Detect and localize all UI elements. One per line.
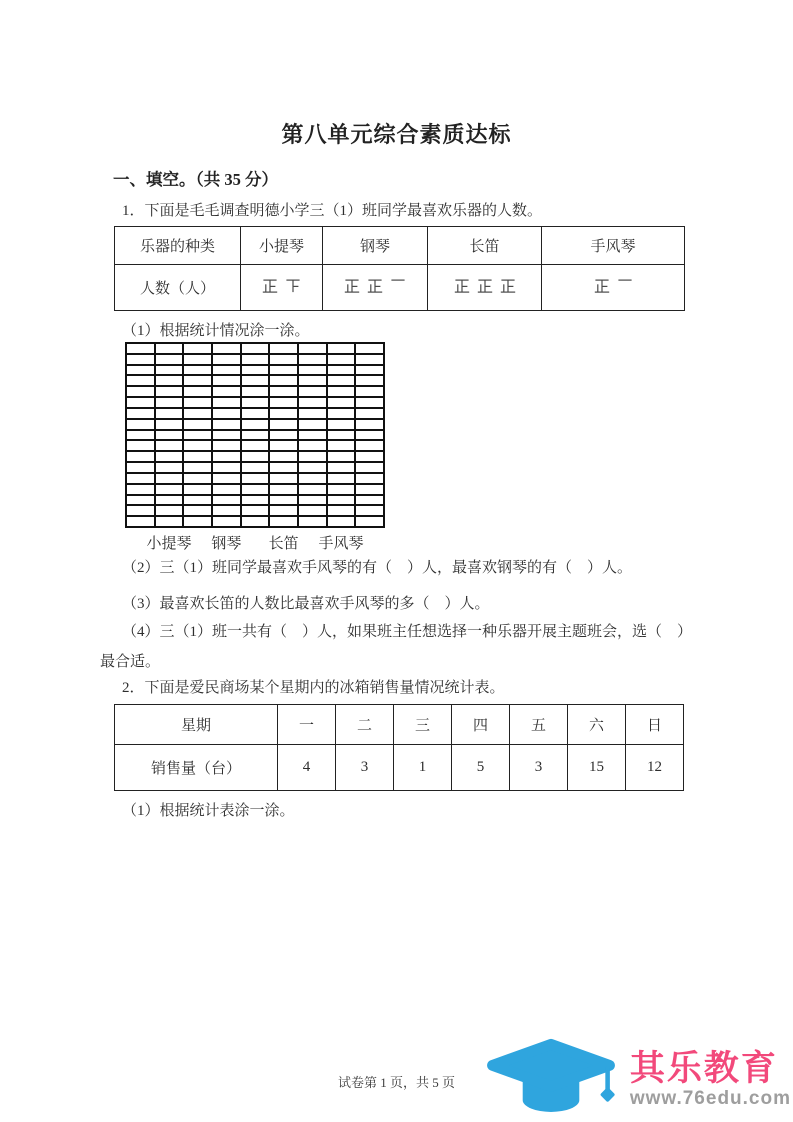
grid-cell bbox=[242, 506, 269, 515]
grid-cell bbox=[242, 463, 269, 472]
tally-marks bbox=[453, 276, 517, 295]
grid-cell bbox=[242, 474, 269, 483]
grid-cell bbox=[299, 441, 326, 450]
q1-sub4: （4）三（1）班一共有（ ）人，如果班主任想选择一种乐器开展主题班会，选（ ）最合适。 bbox=[100, 624, 693, 670]
q2-col-header: 一 bbox=[278, 705, 336, 745]
table-row bbox=[115, 227, 685, 265]
grid-cell bbox=[270, 496, 297, 505]
grid-cell bbox=[213, 387, 240, 396]
tally-glyph bbox=[343, 276, 361, 295]
q2-col-header: 六 bbox=[568, 705, 626, 745]
grid-cell bbox=[356, 398, 383, 407]
grid-cell bbox=[127, 506, 154, 515]
coloring-grid bbox=[125, 342, 385, 528]
grid-label: 长笛 bbox=[268, 536, 299, 552]
grid-cell bbox=[270, 441, 297, 450]
grid-cell bbox=[270, 366, 297, 375]
q2-value-cell: 5 bbox=[452, 745, 510, 791]
grid-cell bbox=[184, 355, 211, 364]
table-row bbox=[115, 705, 684, 745]
grid-cell bbox=[242, 517, 269, 526]
grid-cell bbox=[156, 355, 183, 364]
grid-cell bbox=[356, 463, 383, 472]
tally-cell bbox=[428, 265, 542, 311]
grid-cell bbox=[328, 387, 355, 396]
grid-cell bbox=[242, 452, 269, 461]
grid-cell bbox=[328, 366, 355, 375]
section-heading: 一、填空。（共 35 分） bbox=[113, 170, 278, 189]
grid-cell bbox=[328, 376, 355, 385]
grid-cell bbox=[184, 409, 211, 418]
q2-value-cell: 3 bbox=[510, 745, 568, 791]
grid-cell bbox=[156, 474, 183, 483]
page-footer: 试卷第 1 页，共 5 页 bbox=[337, 1075, 455, 1090]
q2-col-header: 日 bbox=[626, 705, 684, 745]
q2-value-cell: 1 bbox=[394, 745, 452, 791]
grid-cell bbox=[156, 485, 183, 494]
grid-cell bbox=[127, 398, 154, 407]
q1-sub2: （2）三（1）班同学最喜欢手风琴的有（ ）人，最喜欢钢琴的有（ ）人。 bbox=[122, 560, 633, 576]
grid-cell bbox=[299, 452, 326, 461]
grid-cell bbox=[213, 517, 240, 526]
grid-cell bbox=[356, 496, 383, 505]
grid-cell bbox=[270, 452, 297, 461]
grid-cell bbox=[328, 496, 355, 505]
grid-cell bbox=[299, 355, 326, 364]
grid-cell bbox=[184, 485, 211, 494]
grid-cell bbox=[213, 452, 240, 461]
grid-cell bbox=[270, 431, 297, 440]
grid-cell bbox=[242, 496, 269, 505]
grid-cell bbox=[156, 431, 183, 440]
grid-cell bbox=[184, 463, 211, 472]
q2-sub1: （1）根据统计表涂一涂。 bbox=[122, 803, 295, 819]
tally-glyph bbox=[616, 276, 634, 295]
grid-cell bbox=[328, 420, 355, 429]
q1-col-header: 钢琴 bbox=[323, 227, 428, 265]
grid-cell bbox=[156, 517, 183, 526]
grid-cell bbox=[156, 441, 183, 450]
grid-axis-labels bbox=[125, 530, 385, 554]
grid-cell bbox=[356, 355, 383, 364]
grid-cell bbox=[356, 431, 383, 440]
q2-intro: 2．下面是爱民商场某个星期内的冰箱销售量情况统计表。 bbox=[122, 680, 505, 696]
grid-cell bbox=[184, 344, 211, 353]
grid-cell bbox=[127, 420, 154, 429]
brand-name: 其乐教育 bbox=[629, 1048, 778, 1088]
tally-marks bbox=[261, 276, 302, 295]
q2-col-header: 星期 bbox=[115, 705, 278, 745]
q2-col-header: 二 bbox=[336, 705, 394, 745]
grid-cell bbox=[270, 344, 297, 353]
grid-cell bbox=[156, 452, 183, 461]
grid-cell bbox=[356, 506, 383, 515]
grid-cell bbox=[127, 474, 154, 483]
grid-cell bbox=[328, 506, 355, 515]
tally-cell bbox=[323, 265, 428, 311]
grid-cell bbox=[299, 485, 326, 494]
grid-cell bbox=[184, 398, 211, 407]
grid-cell bbox=[270, 376, 297, 385]
grid-cell bbox=[299, 431, 326, 440]
table-row bbox=[115, 265, 685, 311]
grid-cell bbox=[213, 496, 240, 505]
grid-cell bbox=[213, 485, 240, 494]
q1-col-header: 小提琴 bbox=[241, 227, 323, 265]
grid-cell bbox=[156, 409, 183, 418]
grid-cell bbox=[184, 441, 211, 450]
q1-sub1: （1）根据统计情况涂一涂。 bbox=[122, 323, 310, 339]
grid-label: 钢琴 bbox=[211, 536, 242, 552]
grid-cell bbox=[213, 506, 240, 515]
q1-row-label: 人数（人） bbox=[115, 265, 241, 311]
grid-cell bbox=[213, 474, 240, 483]
grid-cell bbox=[356, 441, 383, 450]
page-title: 第八单元综合素质达标 bbox=[281, 122, 512, 147]
q1-sub3: （3）最喜欢长笛的人数比最喜欢手风琴的多（ ）人。 bbox=[122, 596, 490, 612]
grid-cell bbox=[328, 441, 355, 450]
grid-cell bbox=[242, 420, 269, 429]
q2-col-header: 五 bbox=[510, 705, 568, 745]
grid-cell bbox=[270, 409, 297, 418]
grid-cell bbox=[270, 398, 297, 407]
q1-col-header: 乐器的种类 bbox=[115, 227, 241, 265]
grid-cell bbox=[127, 387, 154, 396]
grid-cell bbox=[242, 344, 269, 353]
grid-cell bbox=[127, 463, 154, 472]
tally-marks bbox=[593, 276, 634, 295]
graduation-cap-icon bbox=[476, 1038, 626, 1122]
grid-cell bbox=[299, 506, 326, 515]
grid-cell bbox=[213, 431, 240, 440]
tally-glyph bbox=[476, 276, 494, 295]
grid-cell bbox=[213, 398, 240, 407]
grid-cell bbox=[156, 420, 183, 429]
tally-glyph bbox=[261, 276, 279, 295]
tally-glyph bbox=[284, 276, 302, 295]
grid-cell bbox=[184, 431, 211, 440]
q2-col-header: 四 bbox=[452, 705, 510, 745]
grid-cell bbox=[156, 463, 183, 472]
grid-cell bbox=[127, 431, 154, 440]
grid-cell bbox=[242, 431, 269, 440]
grid-cell bbox=[156, 496, 183, 505]
grid-cell bbox=[242, 485, 269, 494]
grid-cell bbox=[127, 517, 154, 526]
grid-cell bbox=[356, 517, 383, 526]
grid-cell bbox=[270, 506, 297, 515]
grid-cell bbox=[127, 355, 154, 364]
grid-cell bbox=[270, 474, 297, 483]
grid-cell bbox=[213, 355, 240, 364]
grid-cell bbox=[184, 474, 211, 483]
brand-website: www.76edu.com bbox=[629, 1088, 791, 1110]
grid-cell bbox=[242, 409, 269, 418]
grid-cell bbox=[270, 517, 297, 526]
q1-intro: 1．下面是毛毛调查明德小学三（1）班同学最喜欢乐器的人数。 bbox=[122, 203, 543, 219]
grid-cell bbox=[328, 344, 355, 353]
grid-cell bbox=[242, 387, 269, 396]
grid-cell bbox=[156, 366, 183, 375]
grid-cell bbox=[127, 376, 154, 385]
tally-glyph bbox=[593, 276, 611, 295]
grid-cell bbox=[184, 506, 211, 515]
grid-cell bbox=[328, 474, 355, 483]
grid-cell bbox=[356, 366, 383, 375]
q2-value-cell: 15 bbox=[568, 745, 626, 791]
grid-cell bbox=[213, 463, 240, 472]
grid-cell bbox=[127, 366, 154, 375]
grid-cell bbox=[270, 387, 297, 396]
grid-cell bbox=[356, 376, 383, 385]
grid-cell bbox=[242, 441, 269, 450]
grid-cell bbox=[356, 420, 383, 429]
grid-cell bbox=[156, 387, 183, 396]
grid-cell bbox=[299, 409, 326, 418]
grid-cell bbox=[184, 420, 211, 429]
tally-cell bbox=[241, 265, 323, 311]
grid-cell bbox=[127, 496, 154, 505]
grid-cell bbox=[242, 376, 269, 385]
q1-col-header: 长笛 bbox=[428, 227, 542, 265]
grid-cell bbox=[213, 441, 240, 450]
tally-glyph bbox=[453, 276, 471, 295]
grid-cell bbox=[127, 485, 154, 494]
grid-cell bbox=[356, 452, 383, 461]
grid-cell bbox=[156, 506, 183, 515]
tally-glyph bbox=[499, 276, 517, 295]
tally-glyph bbox=[389, 276, 407, 295]
grid-cell bbox=[328, 431, 355, 440]
grid-cell bbox=[299, 344, 326, 353]
q2-value-cell: 3 bbox=[336, 745, 394, 791]
grid-cell bbox=[328, 517, 355, 526]
coloring-grid-block bbox=[125, 342, 385, 554]
grid-cell bbox=[356, 474, 383, 483]
grid-cell bbox=[299, 474, 326, 483]
grid-cell bbox=[242, 366, 269, 375]
grid-cell bbox=[156, 398, 183, 407]
q2-value-cell: 12 bbox=[626, 745, 684, 791]
grid-cell bbox=[270, 463, 297, 472]
grid-cell bbox=[184, 496, 211, 505]
tally-marks bbox=[343, 276, 407, 295]
q2-col-header: 三 bbox=[394, 705, 452, 745]
grid-cell bbox=[356, 485, 383, 494]
grid-cell bbox=[184, 376, 211, 385]
grid-cell bbox=[184, 366, 211, 375]
grid-cell bbox=[299, 496, 326, 505]
grid-cell bbox=[184, 387, 211, 396]
grid-cell bbox=[356, 344, 383, 353]
q1-col-header: 手风琴 bbox=[542, 227, 685, 265]
q2-value-cell: 4 bbox=[278, 745, 336, 791]
grid-cell bbox=[299, 463, 326, 472]
grid-cell bbox=[299, 387, 326, 396]
grid-cell bbox=[270, 420, 297, 429]
grid-cell bbox=[127, 452, 154, 461]
grid-cell bbox=[270, 355, 297, 364]
grid-cell bbox=[184, 517, 211, 526]
grid-cell bbox=[356, 409, 383, 418]
grid-label: 手风琴 bbox=[318, 536, 364, 552]
tally-glyph bbox=[366, 276, 384, 295]
grid-label: 小提琴 bbox=[146, 536, 192, 552]
grid-cell bbox=[299, 398, 326, 407]
grid-cell bbox=[213, 366, 240, 375]
grid-cell bbox=[328, 485, 355, 494]
grid-cell bbox=[127, 344, 154, 353]
grid-cell bbox=[242, 398, 269, 407]
grid-cell bbox=[156, 344, 183, 353]
grid-cell bbox=[328, 463, 355, 472]
grid-cell bbox=[328, 398, 355, 407]
q2-row-label: 销售量（台） bbox=[115, 745, 278, 791]
grid-cell bbox=[213, 344, 240, 353]
grid-cell bbox=[242, 355, 269, 364]
grid-cell bbox=[328, 452, 355, 461]
grid-cell bbox=[127, 409, 154, 418]
grid-cell bbox=[156, 376, 183, 385]
grid-cell bbox=[356, 387, 383, 396]
tally-cell bbox=[542, 265, 685, 311]
q1-instrument-table bbox=[114, 226, 685, 311]
grid-cell bbox=[299, 376, 326, 385]
grid-cell bbox=[328, 355, 355, 364]
brand-logo bbox=[476, 1038, 791, 1122]
grid-cell bbox=[299, 517, 326, 526]
grid-cell bbox=[328, 409, 355, 418]
grid-cell bbox=[213, 420, 240, 429]
q2-sales-table bbox=[114, 704, 684, 791]
grid-cell bbox=[270, 485, 297, 494]
grid-cell bbox=[127, 441, 154, 450]
grid-cell bbox=[299, 420, 326, 429]
grid-cell bbox=[184, 452, 211, 461]
grid-cell bbox=[299, 366, 326, 375]
grid-cell bbox=[213, 409, 240, 418]
grid-cell bbox=[213, 376, 240, 385]
table-row bbox=[115, 745, 684, 791]
